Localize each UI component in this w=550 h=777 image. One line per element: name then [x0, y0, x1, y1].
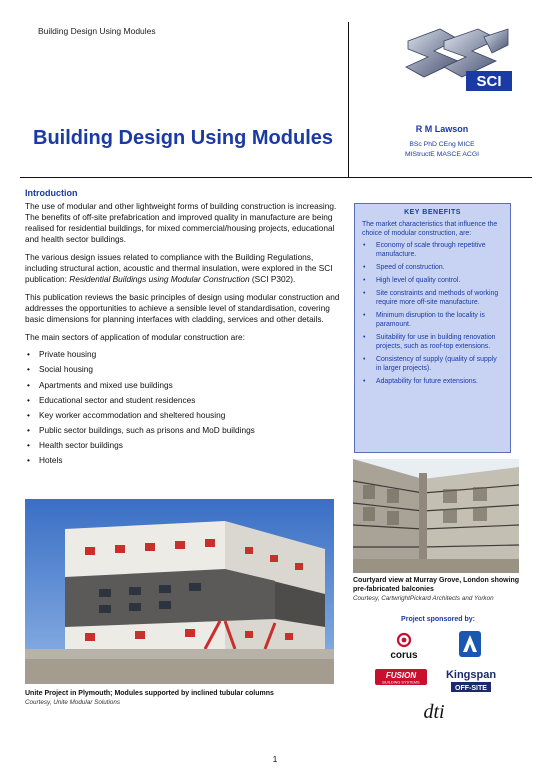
sector-list-item: • Hotels	[25, 455, 345, 466]
benefit-item: • Minimum disruption to the locality is paramount.	[362, 311, 503, 329]
paragraph-2-start: The various design issues related to compliance with the Building Regulations, including structural action, acoustic and thermal insulation, were explored in the SCI publication:	[25, 251, 333, 285]
sector-list-item: • Apartments and mixed use buildings	[25, 380, 345, 391]
paragraph-2	[25, 252, 345, 285]
author-quals-line1: BSc PhD CEng MICE	[409, 141, 475, 148]
paragraph-1: The use of modular and other lightweight forms of building construction is increasing. The benefits of off-site prefabrication and improved quality in manufacture are being realised for residential buildings, for mixed commercial/housing projects, educational and health sector buildings.	[25, 201, 337, 245]
dti-logo	[416, 699, 452, 725]
paragraph-3: This publication reviews the basic principles of design using modular construction and addresses the opportunities to achieve a sensible level of standardisation, covering basic dimensions for planning interfaces with cladding, services and other details.	[25, 291, 340, 324]
benefit-item: • Consistency of supply (quality of supply in larger projects).	[362, 355, 503, 373]
vertical-divider	[348, 22, 349, 177]
caption-unite-credit: Courtesy, Unite Modular Solutions	[25, 699, 121, 706]
key-benefits-title: KEY BENEFITS	[404, 209, 461, 216]
page-number: 1	[272, 754, 278, 764]
document-title: Building Design Using Modules	[33, 127, 333, 149]
kingspan-logo-subtext: OFF-SITE	[455, 685, 487, 692]
author-block	[352, 124, 532, 159]
key-benefits-list	[362, 241, 503, 386]
photo-murray-grove	[353, 459, 519, 573]
author-qualifications	[352, 140, 532, 159]
caption-unite-plymouth	[25, 689, 345, 707]
horizontal-divider	[20, 177, 532, 178]
fusion-logo	[375, 669, 427, 685]
paragraph-2-end: (SCI P302).	[249, 274, 296, 285]
steel-construction-logo	[458, 630, 482, 658]
author-name: R M Lawson	[415, 124, 469, 134]
corus-logo	[380, 632, 428, 662]
sponsored-by-heading: Project sponsored by:	[401, 616, 475, 623]
benefit-item: • Speed of construction.	[362, 263, 503, 272]
dti-logo-text: dti	[423, 701, 445, 723]
main-text-column	[25, 188, 345, 471]
sector-list-item: • Health sector buildings	[25, 440, 345, 451]
key-benefits-box	[354, 203, 511, 453]
author-quals-line2: MIStructE MASCE ACGI	[404, 150, 480, 158]
paragraph-4: The main sectors of application of modular construction are:	[25, 331, 245, 342]
caption-murray-grove-credit: Courtesy, CartwrightPickard Architects and Yorkon	[353, 595, 494, 602]
caption-murray-grove-text: Courtyard view at Murray Grove, London showing pre-fabricated balconies	[353, 577, 520, 593]
sci-logo	[400, 27, 515, 95]
kingspan-logo	[443, 666, 499, 694]
benefit-item: • High level of quality control.	[362, 276, 503, 285]
benefit-item: • Economy of scale through repetitive manufacture.	[362, 241, 503, 259]
caption-murray-grove	[353, 576, 528, 603]
sector-list-item: • Private housing	[25, 349, 345, 360]
benefit-item: • Adaptability for future extensions.	[362, 377, 503, 386]
kingspan-logo-text: Kingspan	[445, 669, 497, 681]
sector-list-item: • Public sector buildings, such as prisons and MoD buildings	[25, 425, 345, 436]
sector-list-item: • Educational sector and student residences	[25, 395, 345, 406]
section-heading-introduction: Introduction	[25, 188, 78, 198]
publication-title: Residential Buildings using Modular Construction	[69, 274, 250, 285]
sci-logo-text: SCI	[476, 73, 502, 90]
sector-list-item: • Social housing	[25, 364, 345, 375]
key-benefits-intro: The market characteristics that influence the choice of modular construction, are:	[362, 221, 498, 238]
sector-list	[25, 349, 345, 466]
photo-unite-plymouth	[25, 499, 334, 684]
caption-unite-text: Unite Project in Plymouth; Modules supported by inclined tubular columns	[25, 690, 274, 697]
corus-logo-text: corus	[390, 650, 418, 661]
benefit-item: • Suitability for use in building renovation projects, such as roof-top extensions.	[362, 333, 503, 351]
fusion-logo-subtext: BUILDING SYSTEMS	[382, 680, 420, 685]
sector-list-item: • Key worker accommodation and sheltered housing	[25, 410, 345, 421]
running-header: Building Design Using Modules	[38, 26, 156, 36]
fusion-logo-text: FUSION	[385, 671, 417, 680]
benefit-item: • Site constraints and methods of working require more off-site manufacture.	[362, 289, 503, 307]
